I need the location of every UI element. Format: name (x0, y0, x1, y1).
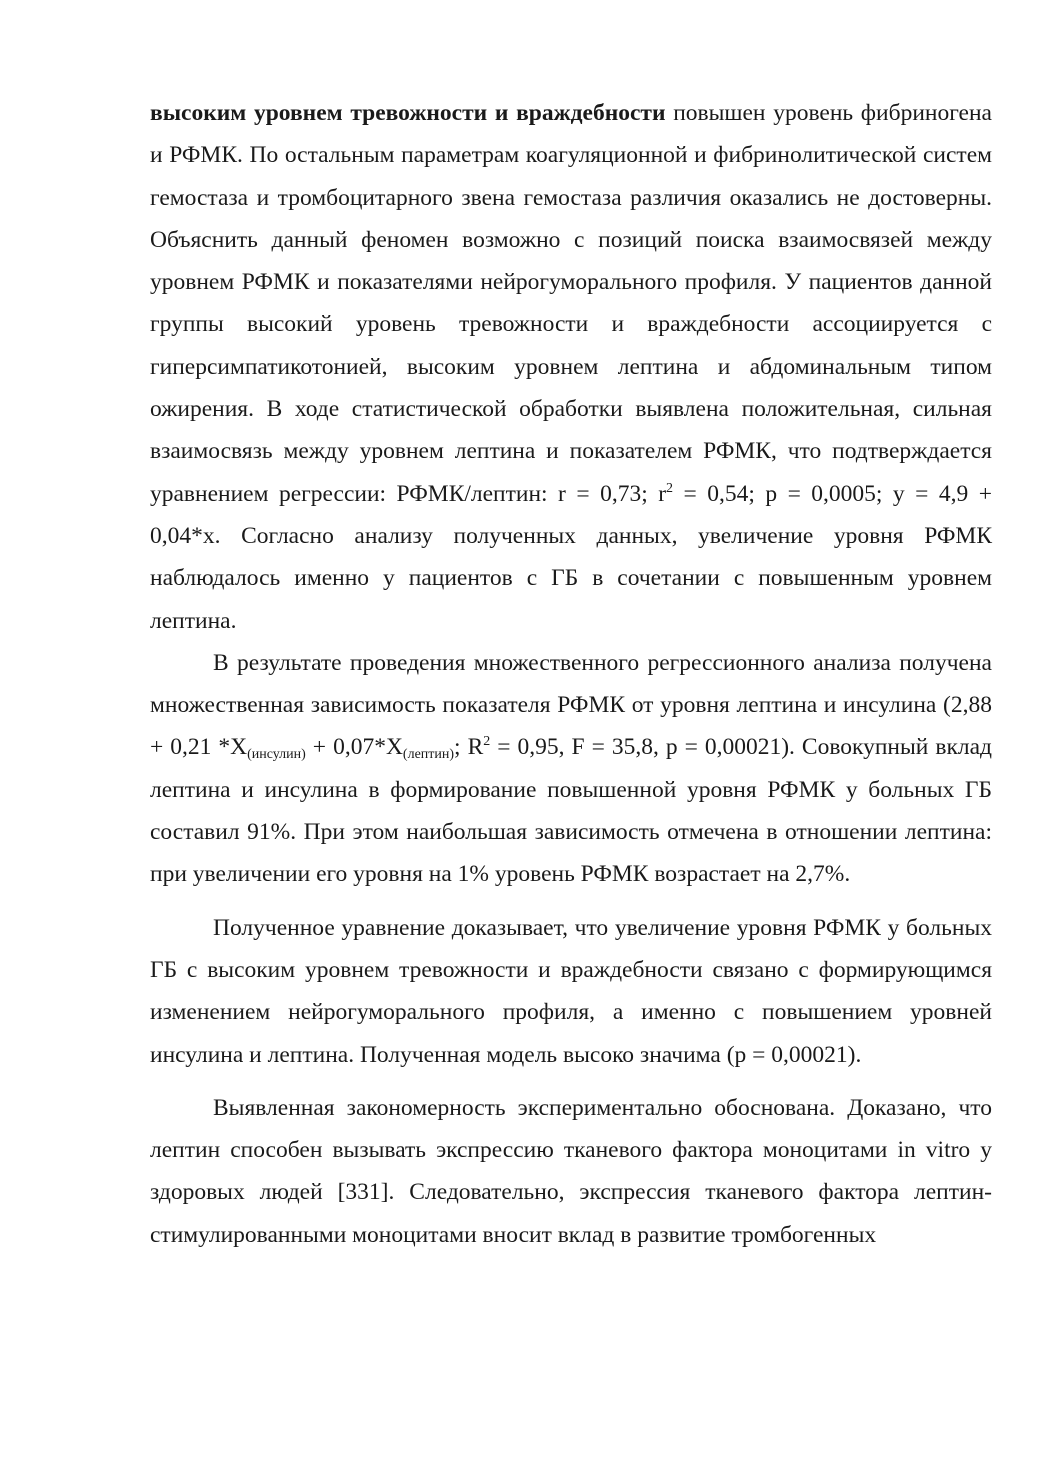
paragraph-1-text-b: = 0,54; p = 0,0005; y = 4,9 + 0,04*x. Согласно анализу полученных данных, увеличение уровня РФМК наблюдалось именно у пациентов с ГБ в сочетании с повышенным уровнем лептина. (150, 480, 992, 634)
superscript-r2: 2 (666, 480, 674, 496)
subscript-insulin: (инсулин) (247, 747, 306, 763)
paragraph-4-text: Выявленная закономерность экспериментально обоснована. Доказано, что лептин способен вызывать экспрессию тканевого фактора моноцитами in vitro у здоровых людей [331]. Следовательно, экспрессия тканевого фактора лептин-стимулированными моноцитами вносит вклад в развитие тромбогенных (150, 1094, 992, 1248)
paragraph-2-text-a: В результате проведения множественного регрессионного анализа получена множественная зависимость показателя РФМК от уровня лептина и инсулина (2,88 + 0,21 *X (150, 649, 992, 761)
paragraph-2 (150, 642, 992, 896)
paragraph-4 (150, 1087, 992, 1256)
superscript-R2: 2 (483, 734, 491, 750)
bold-lead-text: высоким уровнем тревожности и враждебности (150, 100, 666, 126)
subscript-leptin: (лептин) (402, 747, 455, 763)
paragraph-3-text: Полученное уравнение доказывает, что увеличение уровня РФМК у больных ГБ с высоким уровнем тревожности и враждебности связано с формирующимся изменением нейрогуморального профиля, а именно с повышением уровней инсулина и лептина. Полученная модель высоко значима (p = 0,00021). (150, 914, 992, 1068)
paragraph-1-text-a: повышен уровень фибриногена и РФМК. По остальным параметрам коагуляционной и фибринолитической систем гемостаза и тромбоцитарного звена гемостаза различия оказались не достоверны. Объяснить данный феномен возможно с позиций поиска взаимосвязей между уровнем РФМК и показателями нейрогуморального профиля. У пациентов данной группы высокий уровень тревожности и враждебности ассоциируется с гиперсимпатикотонией, высоким уровнем лептина и абдоминальным типом ожирения. В ходе статистической обработки выявлена положительная, сильная взаимосвязь между уровнем лептина и показателем РФМК, что подтверждается уравнением регрессии: РФМК/лептин: r = 0,73; r (150, 100, 992, 507)
paragraph-1 (150, 92, 992, 642)
paragraph-2-text-b: + 0,07*X (305, 734, 403, 761)
document-page (150, 92, 992, 1256)
paragraph-2-text-c: ; R (454, 734, 484, 761)
paragraph-3 (150, 907, 992, 1076)
paragraph-2-text-d: = 0,95, F = 35,8, p = 0,00021). Совокупный вклад лептина и инсулина в формирование повышенной уровня РФМК у больных ГБ составил 91%. При этом наибольшая зависимость отмечена в отношении лептина: при увеличении его уровня на 1% уровень РФМК возрастает на 2,7%. (150, 734, 992, 888)
